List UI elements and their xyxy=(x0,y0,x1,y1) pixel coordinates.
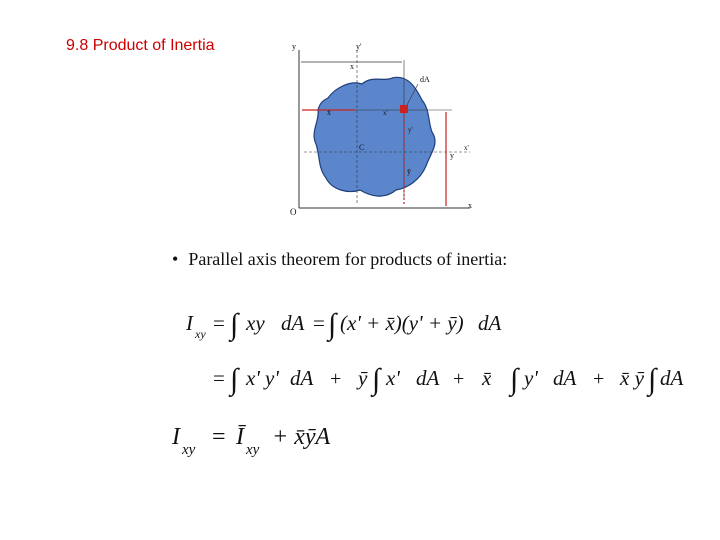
label-C: C xyxy=(359,143,365,152)
eq1-sub: xy xyxy=(195,327,206,341)
eq3-Ibar: Ī xyxy=(236,424,244,450)
eq1-rhs: (x' + x̄)(y' + ȳ) xyxy=(340,311,464,335)
equation-line-2 xyxy=(213,363,684,398)
eq2-dA2: dA xyxy=(416,366,440,390)
eq3-sub2: xy xyxy=(246,442,260,458)
eq2-eq: = xyxy=(213,366,225,390)
eq1-dA2: dA xyxy=(478,311,502,335)
eq2-xbarybar: x̄ ȳ xyxy=(620,366,644,390)
label-x-top: x xyxy=(350,62,354,71)
label-O: O xyxy=(290,207,297,217)
eq1-eq: = xyxy=(213,311,225,335)
eq2-p2: + xyxy=(453,368,465,390)
bullet-text: Parallel axis theorem for products of inertia: xyxy=(188,249,508,269)
eq1-int: ∫ xyxy=(230,308,239,341)
equation-line-3 xyxy=(171,424,331,458)
eq1-eq2: = xyxy=(313,311,325,335)
label-x-axis: x xyxy=(468,201,472,210)
eq1-int2: ∫ xyxy=(328,308,337,341)
eq2-ybar: ȳ xyxy=(358,366,368,390)
equation-line-1 xyxy=(185,308,502,343)
eq1-xy: xy xyxy=(246,311,265,335)
label-dA: dA xyxy=(420,75,430,84)
label-y-prime-small: y' xyxy=(408,126,413,134)
eq1-dA1: dA xyxy=(281,311,305,335)
eq2-t2: x' xyxy=(386,366,400,390)
eq3-rhs: + x̄ȳA xyxy=(272,424,331,450)
label-x-prime-small: x' xyxy=(383,109,388,117)
eq2-p1: + xyxy=(330,368,342,390)
eq3-I: I xyxy=(172,424,180,450)
eq3-sub: xy xyxy=(182,442,196,458)
eq2-t3: y' xyxy=(524,366,538,390)
eq2-int1: ∫ xyxy=(230,363,239,396)
slide-title: 9.8 Product of Inertia xyxy=(66,37,215,54)
label-x-prime-axis: x' xyxy=(464,144,469,152)
eq2-int4: ∫ xyxy=(648,363,657,396)
label-y-prime: y' xyxy=(356,42,362,51)
eq2-dA1: dA xyxy=(290,366,314,390)
label-y-right: y xyxy=(450,151,454,160)
eq2-t1: x' y' xyxy=(246,366,279,390)
eq2-p3: + xyxy=(593,368,605,390)
label-y-axis: y xyxy=(292,42,296,51)
eq2-int2: ∫ xyxy=(372,363,381,396)
eq1-I: I xyxy=(186,311,193,335)
eq2-dA3: dA xyxy=(553,366,577,390)
eq2-xbar: x̄ xyxy=(482,366,492,390)
label-x-bar: x̄ xyxy=(327,108,331,117)
eq3-eq: = xyxy=(212,424,226,450)
eq2-dA4: dA xyxy=(660,366,684,390)
label-y-bar: ȳ xyxy=(407,167,411,176)
eq2-int3: ∫ xyxy=(510,363,519,396)
bullet-marker: • xyxy=(172,249,179,269)
